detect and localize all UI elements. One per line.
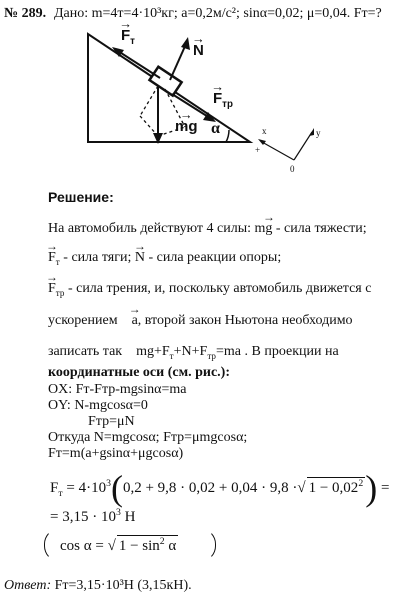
axis-y-line [294,132,312,160]
axis-origin-label: 0 [290,164,295,174]
answer-line: Ответ: Fт=3,15·10³Н (3,15кН). [4,578,192,593]
axis-x-line [262,142,294,160]
equation-oy: OY: N-mgcosα=0 [48,398,148,413]
equation-calculation: $F_т = 4\cdot 10^3(0,2 + 9,8 \cdot 0,02 + 0,04 \cdot 9,8$ ·√ $1 - 0,02^2$) = [50,468,390,508]
normal-force-arrow [170,44,186,80]
solution-line-5: записать так $mg+F_т+N+F_{тр}=ma$ . В проекции на [48,344,339,361]
normal-force-label: → N [193,42,204,59]
solution-line-3: → $F_{тр}$ - сила трения, и, поскольку автомобиль движется с [48,281,371,298]
equation-friction: Fтр=μN [88,414,135,429]
solution-line-6: координатные оси (см. рис.): [48,365,231,380]
equation-result: = $3,15 \cdot 10^3$ Н [50,507,136,525]
equation-ox: OX: Fт-Fтр-mgsinα=ma [48,382,187,397]
friction-force-label: → $F_{тр}$ [213,90,233,110]
axis-plus-label: + [255,145,261,155]
traction-force-arrow [118,51,160,78]
axis-x-label: x [262,126,267,136]
axis-y-label: y [316,128,321,138]
problem-number: № 289. [4,6,47,21]
solution-title: Решение: [48,189,114,205]
given-data: Дано: m=4т=4·10³кг; a=0,2м/с²; sinα=0,02; μ=0,04. Fт=? [54,6,382,21]
solution-line-1: На автомобиль действуют 4 силы: m→ g - сила тяжести; [48,221,367,237]
equation-force-formula: Fт=m(a+gsinα+μgcosα) [48,446,184,461]
equation-otkuda: Откуда N=mgcosα; Fтр=μmgcosα; [48,430,248,445]
angle-arc [226,130,229,142]
solution-line-2: → $F_т$ - сила тяги; → N - сила реакции опоры; [48,250,281,267]
solution-line-4: ускорением → a, второй закон Ньютона необходимо [48,313,353,329]
cos-identity: cos α = √ $1 - \sin^2 \alpha$ [60,536,177,554]
traction-force-label: → $F_т$ [121,27,135,47]
gravity-label: → mg [175,118,198,135]
angle-alpha-label: α [211,120,220,137]
